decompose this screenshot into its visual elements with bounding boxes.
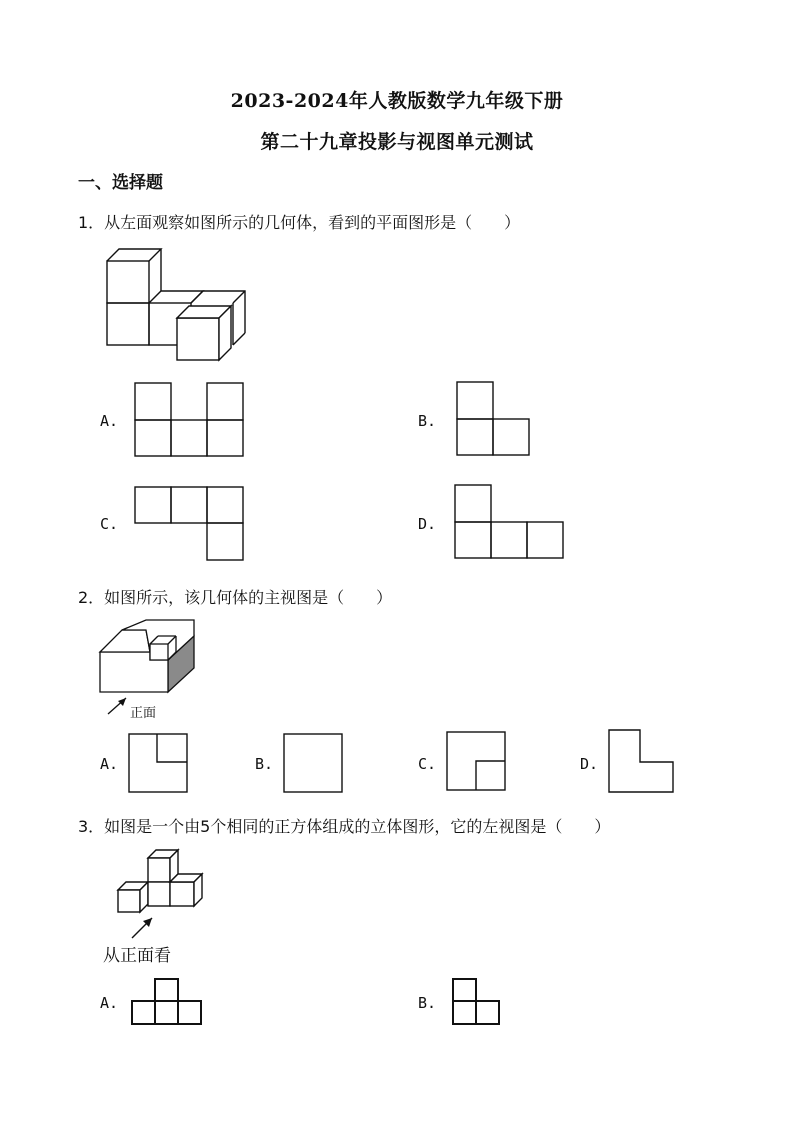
q1-option-a-label[interactable]: A. — [100, 412, 119, 430]
q2-figure-caption: 正面 — [130, 706, 157, 721]
q3-option-a-label[interactable]: A. — [100, 994, 119, 1012]
page-subtitle: 第二十九章投影与视图单元测试 — [260, 131, 534, 153]
q2-option-d-label[interactable]: D. — [580, 755, 599, 773]
question-3-stem: 3．如图是一个由5个相同的正方体组成的立体图形，它的左视图是（ ） — [78, 817, 611, 836]
q3-option-b-label[interactable]: B. — [418, 994, 437, 1012]
q1-option-a-figure[interactable] — [134, 382, 246, 458]
q2-option-c-figure[interactable] — [446, 731, 508, 793]
q1-option-c-label[interactable]: C. — [100, 515, 119, 533]
q2-option-a-figure[interactable] — [128, 733, 190, 795]
q3-option-a-figure[interactable] — [131, 977, 203, 1027]
q2-option-b-figure[interactable] — [283, 733, 345, 795]
q1-option-b-figure[interactable] — [456, 381, 532, 457]
q2-option-d-figure[interactable] — [608, 729, 676, 795]
question-3-figure — [110, 848, 210, 943]
q1-option-b-label[interactable]: B. — [418, 412, 437, 430]
q1-option-c-figure[interactable] — [134, 486, 246, 562]
q1-option-d-label[interactable]: D. — [418, 515, 437, 533]
q2-option-b-label[interactable]: B. — [255, 755, 274, 773]
q2-option-a-label[interactable]: A. — [100, 755, 119, 773]
page-title: 2023-2024年人教版数学九年级下册 — [230, 90, 564, 112]
q3-figure-caption: 从正面看 — [103, 946, 171, 966]
question-2-stem: 2．如图所示，该几何体的主视图是（ ） — [78, 588, 393, 607]
q2-option-c-label[interactable]: C. — [418, 755, 437, 773]
q3-option-b-figure[interactable] — [452, 977, 502, 1027]
section-heading: 一、选择题 — [78, 173, 163, 193]
question-1-stem: 1．从左面观察如图所示的几何体，看到的平面图形是（ ） — [78, 213, 521, 232]
q1-option-d-figure[interactable] — [454, 484, 566, 560]
question-1-figure — [100, 218, 260, 363]
